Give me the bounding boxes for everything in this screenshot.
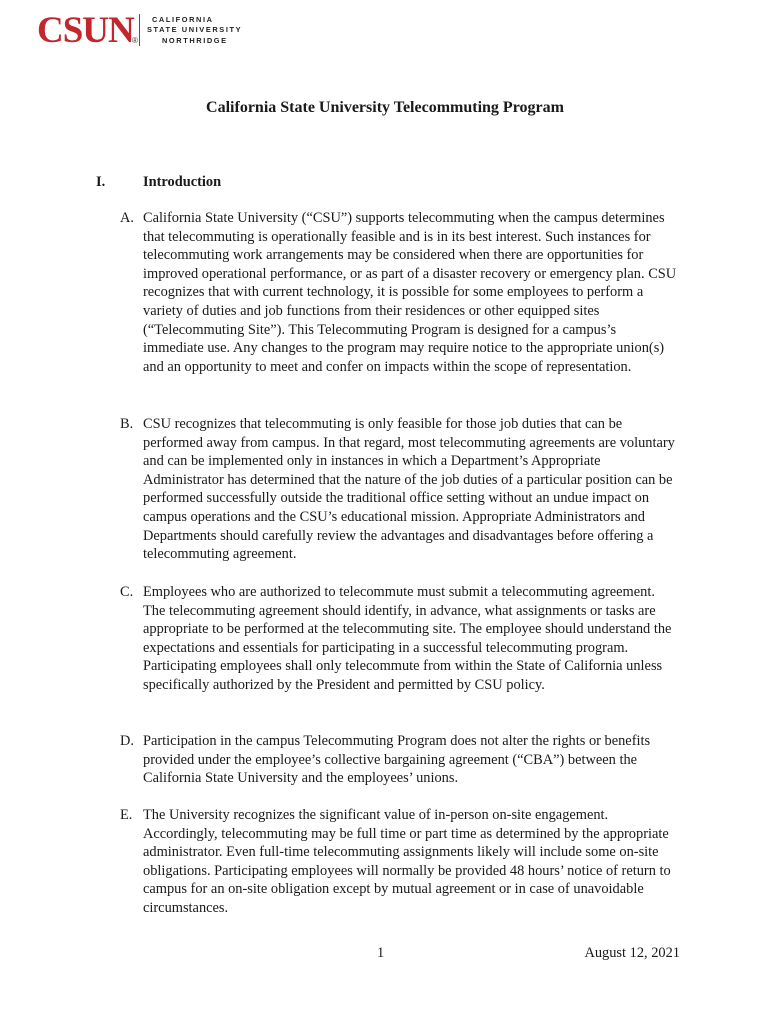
- paragraph-c: [120, 583, 680, 695]
- paragraph-text: Employees who are authorized to telecommute must submit a telecommuting agreement. The telecommuting agreement should identify, in advance, what assignments or tasks are appropriate to be performed at the telecommuting site. The employee should understand the expectations and essentials for participating in a successful telecommuting program. Participating employees shall only telecommute from within the State of California unless specifically authorized by the President and permitted by CSU policy.: [143, 584, 672, 693]
- paragraph-letter: C.: [120, 584, 134, 600]
- paragraph-text: Participation in the campus Telecommuting Program does not alter the rights or benefits provided under the employee’s collective bargaining agreement (“CBA”) between the California State University and the employees’ unions.: [143, 733, 651, 787]
- logo-line-1: CALIFORNIA: [152, 15, 214, 24]
- paragraph-letter: A.: [120, 210, 134, 226]
- logo-mark: CSUN: [37, 10, 134, 51]
- paragraph-text: California State University (“CSU”) supports telecommuting when the campus determines that telecommuting is operationally feasible and is in its best interest. Such instances for telecommuting work arrangements may be considered when there are opportunities for improved operational performance, or as part of a disaster recovery or emergency plan. CSU recognizes that with current technology, it is possible for some employees to perform a variety of duties and job functions from their residences or other equipped sites (“Telecommuting Site”). This Telecommuting Program is designed for a campus’s immediate use. Any changes to the program may require notice to the appropriate union(s) and an opportunity to meet and confer on impacts within the scope of representation.: [143, 210, 677, 375]
- paragraph-text: The University recognizes the significant value of in-person on-site engagement. Accordingly, telecommuting may be full time or part time as determined by the appropriate administrator. Even full-time telecommuting assignments likely will include some on-site obligations. Participating employees will normally be provided 48 hours’ notice of return to campus for an on-site obligation except by mutual agreement or in case of unavoidable circumstances.: [143, 807, 671, 916]
- paragraph-b: [120, 415, 680, 564]
- section-number: I.: [96, 174, 106, 190]
- paragraph-d: [120, 732, 680, 788]
- logo-line-2: STATE UNIVERSITY: [147, 25, 243, 35]
- document-title: California State University Telecommuting Program: [206, 99, 564, 116]
- paragraph-letter: B.: [120, 416, 134, 432]
- logo-divider: [139, 14, 140, 46]
- logo-line-3: NORTHRIDGE: [162, 35, 228, 45]
- paragraph-a: [120, 209, 680, 376]
- section-title: Introduction: [143, 174, 222, 190]
- document-date: August 12, 2021: [584, 945, 680, 961]
- paragraph-text: CSU recognizes that telecommuting is only feasible for those job duties that can be performed away from campus. In that regard, most telecommuting agreements are voluntary and can be implemented only in instances in which a Department’s Appropriate Administrator has determined that the nature of the job duties of a particular position can be performed successfully outside the traditional office setting without an undue impact on campus operations and the CSU’s educational mission. Appropriate Administrators and Departments should carefully review the advantages and disadvantages before offering a telecommuting agreement.: [143, 416, 675, 563]
- logo-wordmark: [147, 15, 242, 46]
- paragraph-e: [120, 806, 680, 918]
- logo-registered-mark: ®: [132, 36, 138, 45]
- paragraph-letter: D.: [120, 733, 134, 749]
- page-number: 1: [377, 945, 385, 961]
- paragraph-letter: E.: [120, 807, 133, 823]
